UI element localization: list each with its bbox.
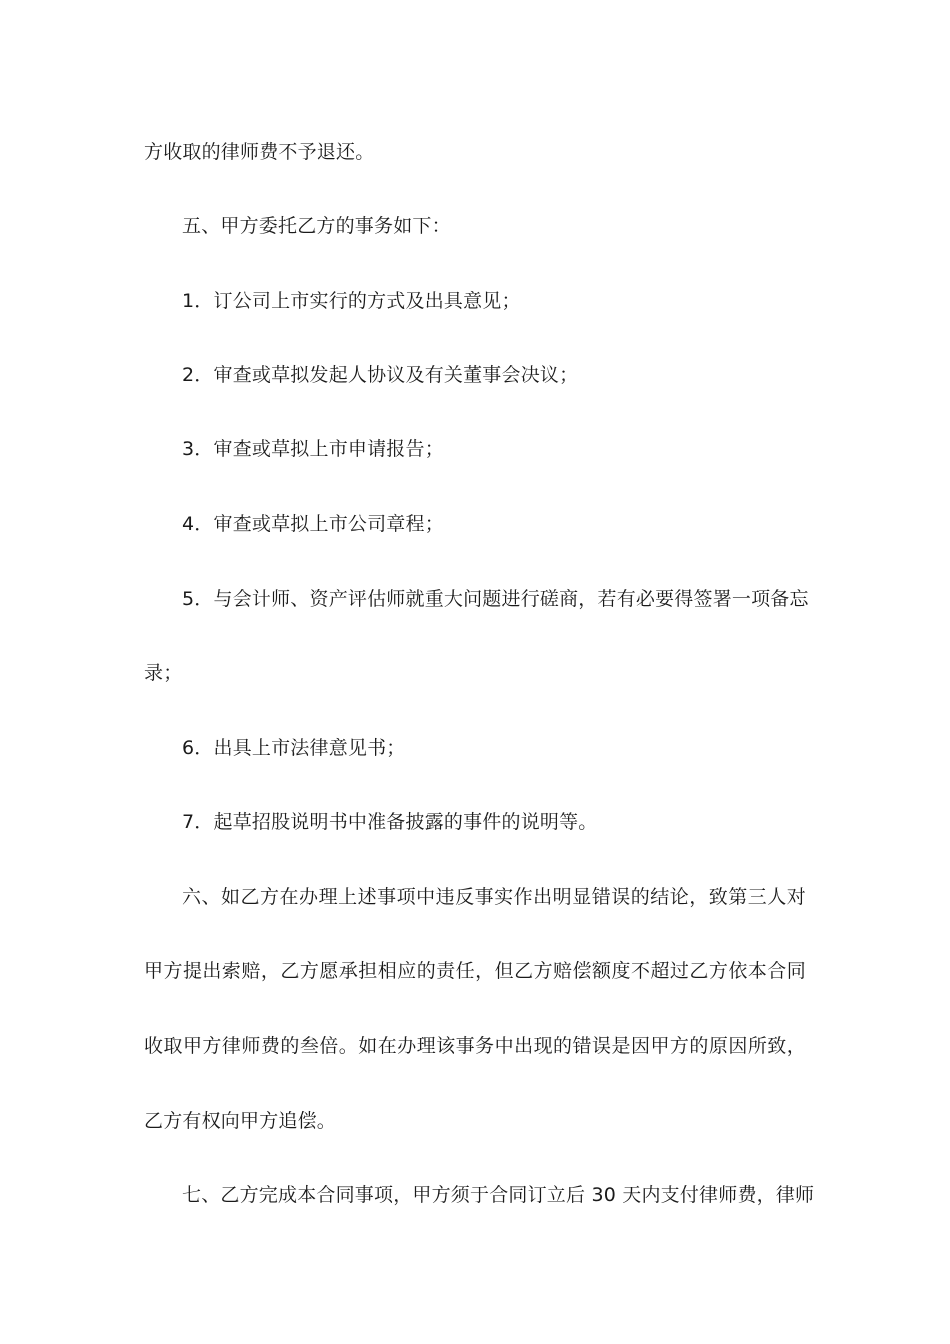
list-item: 5．与会计师、资产评估师就重大问题进行磋商，若有必要得签署一项备忘 — [182, 588, 809, 610]
text-line: 方收取的律师费不予退还。 — [144, 141, 375, 163]
list-item: 6．出具上市法律意见书； — [182, 737, 406, 759]
paragraph-line: 收取甲方律师费的叁倍。如在办理该事务中出现的错误是因甲方的原因所致， — [144, 1035, 806, 1057]
list-item: 1．订公司上市实行的方式及出具意见； — [182, 290, 521, 312]
list-item: 2．审查或草拟发起人协议及有关董事会决议； — [182, 364, 579, 386]
list-item: 3．审查或草拟上市申请报告； — [182, 438, 444, 460]
section-heading: 五、甲方委托乙方的事务如下： — [182, 215, 451, 237]
paragraph-line: 甲方提出索赔，乙方愿承担相应的责任，但乙方赔偿额度不超过乙方依本合同 — [144, 960, 806, 982]
paragraph-line: 六、如乙方在办理上述事项中违反事实作出明显错误的结论，致第三人对 — [182, 886, 806, 908]
list-item: 7．起草招股说明书中准备披露的事件的说明等。 — [182, 811, 598, 833]
paragraph-line: 七、乙方完成本合同事项，甲方须于合同订立后 30 天内支付律师费，律师 — [182, 1184, 815, 1206]
text-line: 录； — [144, 662, 183, 684]
list-item: 4．审查或草拟上市公司章程； — [182, 513, 444, 535]
paragraph-line: 乙方有权向甲方追偿。 — [144, 1110, 337, 1132]
